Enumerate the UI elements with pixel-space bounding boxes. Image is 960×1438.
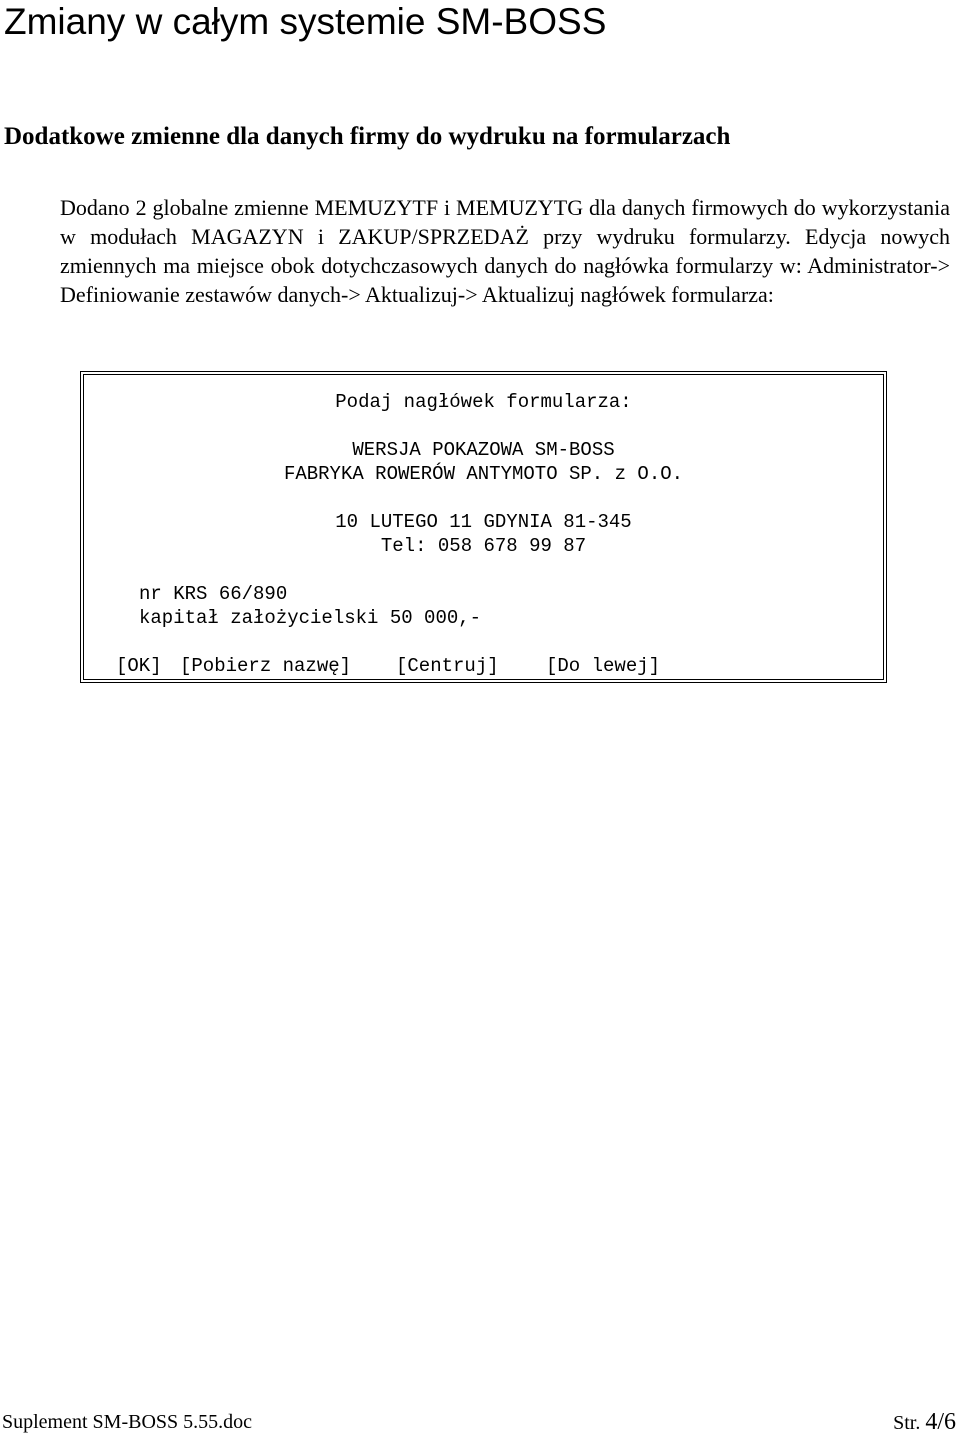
center-button[interactable]: [Centruj]	[396, 655, 499, 677]
section-heading: Dodatkowe zmienne dla danych firmy do wydruku na formularzach	[4, 123, 731, 150]
header-line-2[interactable]: FABRYKA ROWERÓW ANTYMOTO SP. z O.O.	[283, 463, 684, 485]
header-line-1[interactable]: WERSJA POKAZOWA SM-BOSS	[352, 439, 615, 461]
dialog-title: Podaj nagłówek formularza:	[335, 391, 632, 413]
fetch-name-button[interactable]: [Pobierz nazwę]	[180, 655, 352, 677]
header-line-3[interactable]: 10 LUTEGO 11 GDYNIA 81-345	[335, 511, 632, 533]
footer-document-name: Suplement SM-BOSS 5.55.doc	[2, 1411, 253, 1433]
footer-page-label: Str.	[893, 1412, 921, 1434]
page-title: Zmiany w całym systemie SM-BOSS	[4, 1, 607, 42]
header-line-5[interactable]: nr KRS 66/890	[139, 583, 288, 605]
body-paragraph: Dodano 2 globalne zmienne MEMUZYTF i MEMUZYTG dla danych firmowych do wykorzystania w modułach MAGAZYN i ZAKUP/SPRZEDAŻ przy wydruku formularzy. Edycja nowych zmiennych ma miejsce obok dotychczasowych danych do nagłówka formularzy w: Administrator-> Definiowanie zestawów danych-> Aktualizuj-> Aktualizuj nagłówek formularza:	[60, 195, 950, 307]
form-header-dialog	[80, 371, 887, 683]
header-line-4[interactable]: Tel: 058 678 99 87	[380, 535, 587, 557]
footer-page-info	[893, 1408, 956, 1437]
ok-button[interactable]: [OK]	[116, 655, 162, 677]
align-left-button[interactable]: [Do lewej]	[546, 655, 661, 677]
header-line-6[interactable]: kapitał założycielski 50 000,-	[139, 607, 482, 629]
footer-page-number: 4/6	[925, 1409, 956, 1435]
